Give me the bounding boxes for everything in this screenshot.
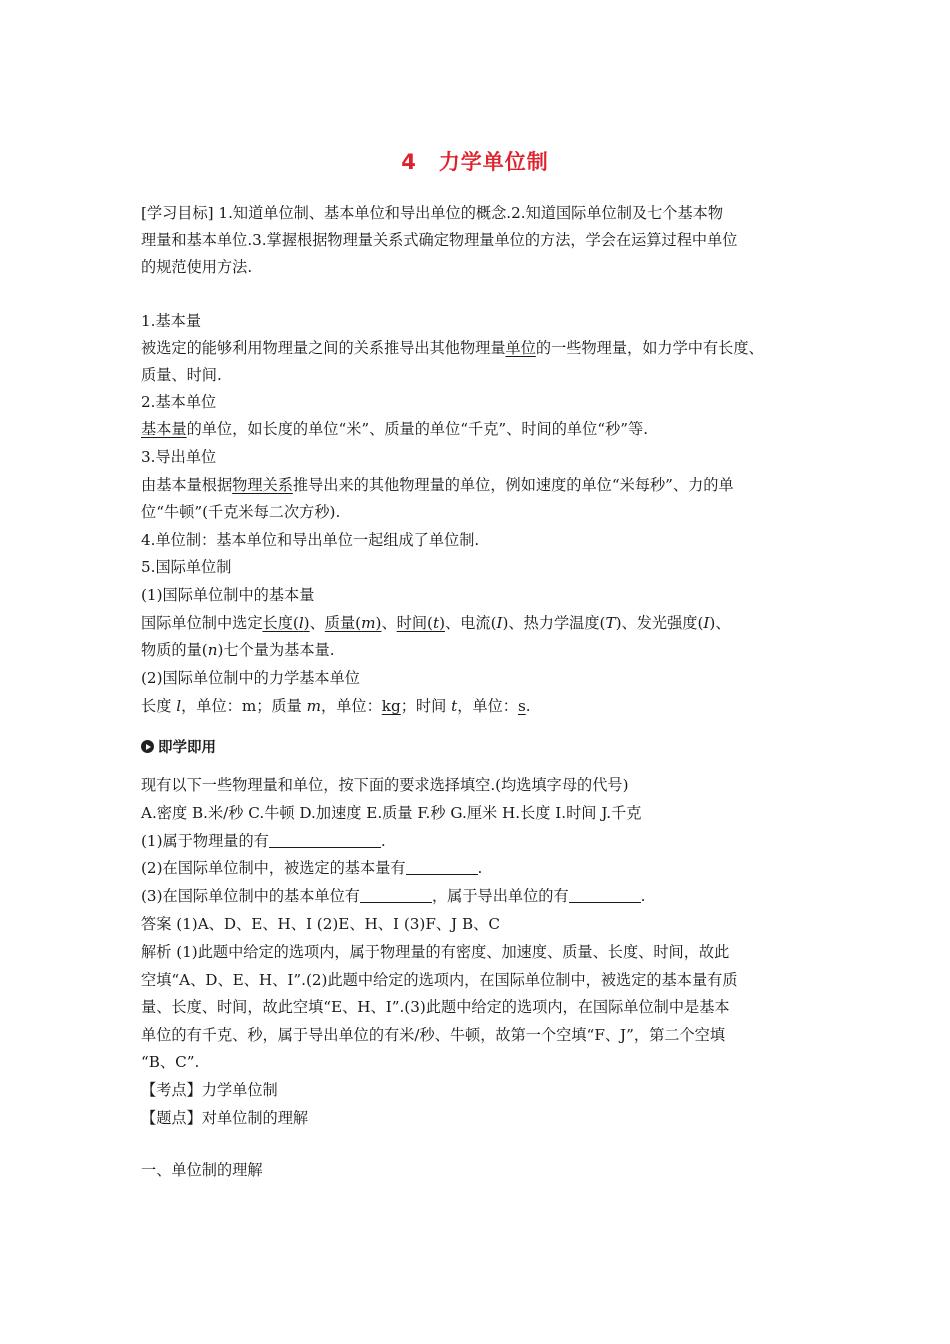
learning-objectives-line: 的规范使用方法. <box>141 258 253 276</box>
answer-blank <box>569 887 641 903</box>
analysis-line: “B、C”. <box>141 1053 200 1071</box>
subheading: (1)国际单位制中的基本量 <box>141 586 315 604</box>
question-1: (1)属于物理量的有 . <box>141 832 386 850</box>
page-title: 4 力学单位制 <box>401 150 549 174</box>
heading-unit-system: 4.单位制：基本单位和导出单位一起组成了单位制. <box>141 531 480 549</box>
heading-basic-quantity: 1.基本量 <box>141 312 202 330</box>
paragraph-line: 位“牛顿”(千克米每二次方秒). <box>141 503 341 521</box>
analysis-line: 空填“A、D、E、H、I”.(2)此题中给定的选项内，在国际单位制中，被选定的基本量有质 <box>141 971 738 989</box>
paragraph-line: 质量、时间. <box>141 366 222 384</box>
learning-objectives-line: 理量和基本单位.3.掌握根据物理量关系式确定物理量单位的方法，学会在运算过程中单位 <box>141 231 738 249</box>
analysis-line: 量、长度、时间，故此空填“E、H、I”.(3)此题中给定的选项内，在国际单位制中是基本 <box>141 998 730 1016</box>
heading-si: 5.国际单位制 <box>141 558 232 576</box>
paragraph-line: 基本量的单位，如长度的单位“米”、质量的单位“千克”、时间的单位“秒”等. <box>141 420 649 438</box>
paragraph-line: 被选定的能够利用物理量之间的关系推导出其他物理量单位的一些物理量，如力学中有长度、 <box>141 339 764 357</box>
play-circle-icon <box>141 740 154 753</box>
paragraph-line: 由基本量根据物理关系推导出来的其他物理量的单位，例如速度的单位“米每秒”、力的单 <box>141 476 734 494</box>
practice-heading: 即学即用 <box>141 738 821 758</box>
question-intro: 现有以下一些物理量和单位，按下面的要求选择填空.(均选填字母的代号) <box>141 776 629 794</box>
kaodian-line: 【考点】力学单位制 <box>141 1081 278 1099</box>
paragraph-line: 长度 l，单位：m；质量 m，单位：kg；时间 t，单位：s. <box>141 697 531 715</box>
question-2: (2)在国际单位制中，被选定的基本量有 . <box>141 859 483 877</box>
answer-line: 答案 (1)A、D、E、H、I (2)E、H、I (3)F、J B、C <box>141 915 500 933</box>
paragraph-line: 国际单位制中选定长度(l)、质量(m)、时间(t)、电流(I)、热力学温度(T)、发光强度(I)、 <box>141 614 731 632</box>
answer-blank <box>406 859 478 875</box>
answer-blank <box>360 887 432 903</box>
analysis-line: 单位的有千克、秒，属于导出单位的有米/秒、牛顿，故第一个空填“F、J”，第二个空填 <box>141 1026 726 1044</box>
heading-derived-unit: 3.导出单位 <box>141 448 217 466</box>
question-3: (3)在国际单位制中的基本单位有 ，属于导出单位的有 . <box>141 887 646 905</box>
section-heading: 一、单位制的理解 <box>141 1161 263 1179</box>
answer-blank <box>269 832 381 848</box>
options-line: A.密度 B.米/秒 C.牛顿 D.加速度 E.质量 F.秒 G.厘米 H.长度 I.时间 J.千克 <box>141 804 642 822</box>
tidian-line: 【题点】对单位制的理解 <box>141 1109 309 1127</box>
heading-basic-unit: 2.基本单位 <box>141 393 217 411</box>
learning-objectives-line: [学习目标] 1.知道单位制、基本单位和导出单位的概念.2.知道国际单位制及七个基本物 <box>141 204 724 222</box>
analysis-line: 解析 (1)此题中给定的选项内，属于物理量的有密度、加速度、质量、长度、时间，故此 <box>141 943 730 961</box>
subheading: (2)国际单位制中的力学基本单位 <box>141 669 360 687</box>
paragraph-line: 物质的量(n)七个量为基本量. <box>141 641 335 659</box>
